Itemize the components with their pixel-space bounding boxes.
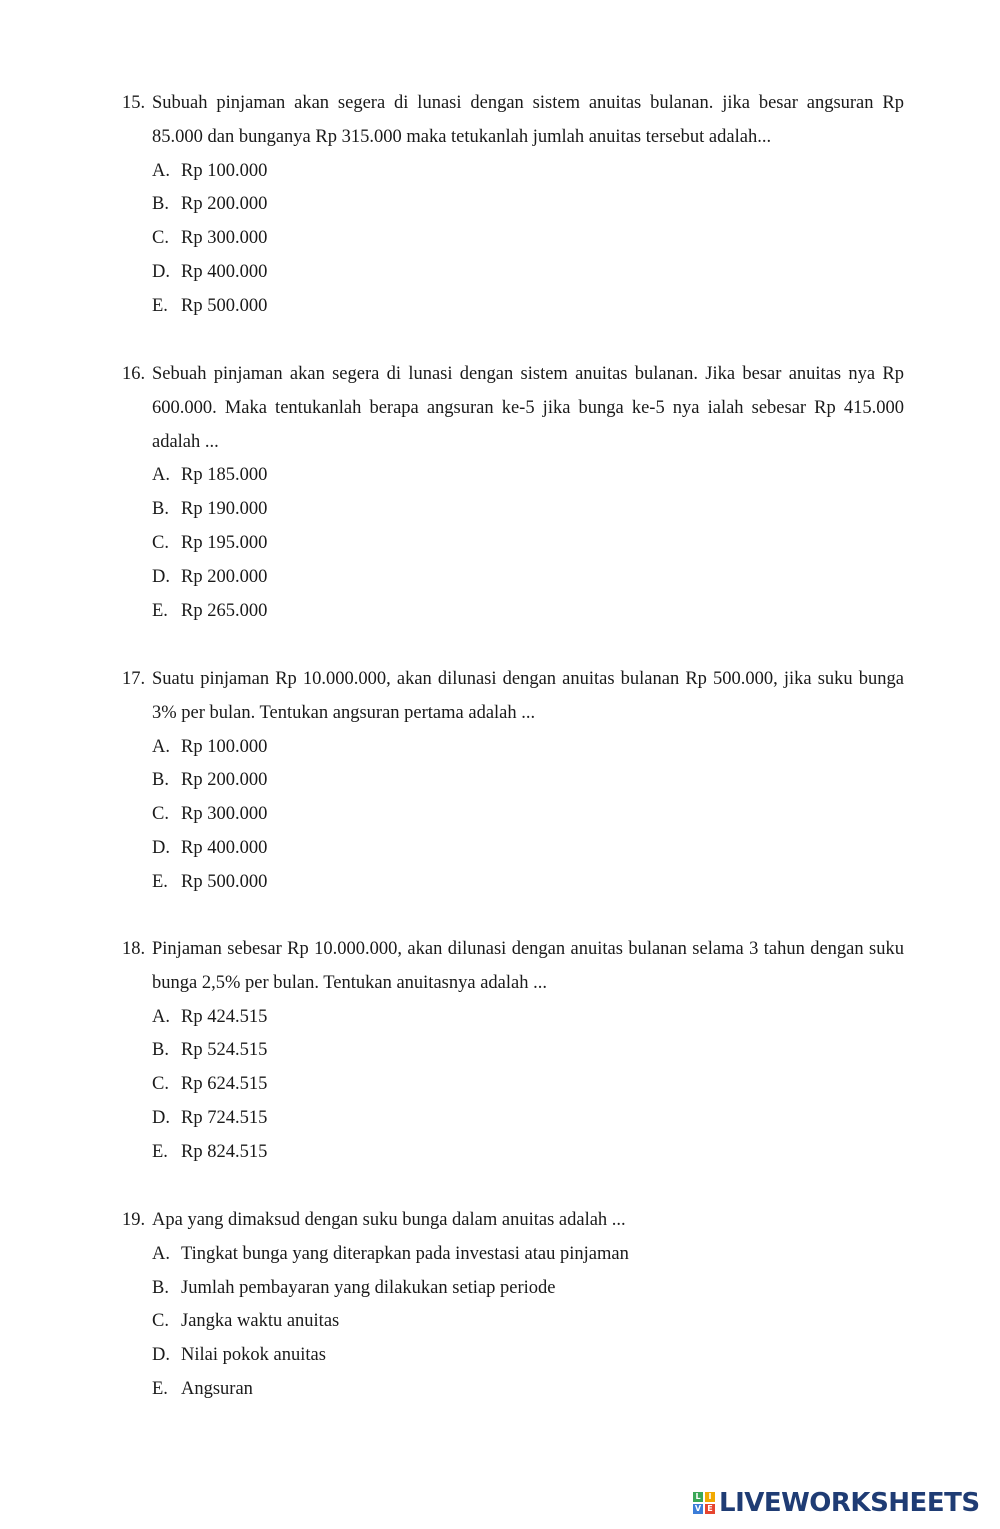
- question-text: Apa yang dimaksud dengan suku bunga dalam anuitas adalah ...: [152, 1210, 626, 1230]
- option-e[interactable]: E. Rp 500.000: [152, 871, 268, 892]
- option-e[interactable]: E. Rp 824.515: [152, 1141, 268, 1162]
- option-b[interactable]: B. Jumlah pembayaran yang dilakukan setiap periode: [152, 1277, 556, 1298]
- question-text: Suatu pinjaman Rp 10.000.000, akan dilunasi dengan anuitas bulanan Rp 500.000, jika suku bunga 3% per bulan. Tentukan angsuran pertama adalah ...: [152, 669, 904, 723]
- option-a[interactable]: A. Tingkat bunga yang diterapkan pada investasi atau pinjaman: [152, 1243, 629, 1264]
- logo-text: LIVEWORKSHEETS: [719, 1488, 980, 1518]
- option-d[interactable]: D. Rp 200.000: [152, 566, 268, 587]
- question-text: Sebuah pinjaman akan segera di lunasi dengan sistem anuitas bulanan. Jika besar anuitas nya Rp 600.000. Maka tentukanlah berapa angsuran ke-5 jika bunga ke-5 nya ialah sebesar Rp 415.000 adalah ...: [152, 364, 904, 452]
- question-number: 16.: [122, 364, 146, 384]
- logo-mark-l: L: [693, 1492, 703, 1502]
- question-number: 15.: [122, 93, 146, 113]
- question-number: 17.: [122, 669, 146, 689]
- logo-mark-i: I: [705, 1492, 715, 1502]
- question-15: [122, 87, 904, 324]
- option-c[interactable]: C. Jangka waktu anuitas: [152, 1311, 340, 1332]
- option-b[interactable]: B. Rp 200.000: [152, 770, 268, 791]
- question-17: [122, 663, 904, 900]
- options-list: [152, 155, 904, 324]
- options-list: [152, 731, 904, 900]
- option-d[interactable]: D. Rp 724.515: [152, 1107, 268, 1128]
- liveworksheets-logo-icon: [693, 1492, 715, 1514]
- options-list: [152, 1001, 904, 1170]
- options-list: [152, 459, 904, 628]
- option-c[interactable]: C. Rp 195.000: [152, 532, 268, 553]
- question-text: Subuah pinjaman akan segera di lunasi dengan sistem anuitas bulanan. jika besar angsuran Rp 85.000 dan bunganya Rp 315.000 maka tetukanlah jumlah anuitas tersebut adalah...: [152, 93, 904, 147]
- question-number: 19.: [122, 1210, 146, 1230]
- option-e[interactable]: E. Rp 265.000: [152, 600, 268, 621]
- logo-mark-e: E: [705, 1504, 715, 1514]
- question-18: [122, 933, 904, 1170]
- option-a[interactable]: A. Rp 100.000: [152, 736, 268, 757]
- option-e[interactable]: E. Angsuran: [152, 1378, 253, 1399]
- option-d[interactable]: D. Rp 400.000: [152, 261, 268, 282]
- option-d[interactable]: D. Nilai pokok anuitas: [152, 1345, 326, 1366]
- option-b[interactable]: B. Rp 190.000: [152, 499, 268, 520]
- options-list: [152, 1238, 904, 1407]
- question-text: Pinjaman sebesar Rp 10.000.000, akan dilunasi dengan anuitas bulanan selama 3 tahun dengan suku bunga 2,5% per bulan. Tentukan anuitasnya adalah ...: [152, 939, 904, 993]
- option-a[interactable]: A. Rp 424.515: [152, 1006, 268, 1027]
- question-16: [122, 358, 904, 628]
- question-number: 18.: [122, 939, 146, 959]
- question-19: [122, 1204, 904, 1407]
- liveworksheets-logo: [693, 1488, 980, 1518]
- option-a[interactable]: A. Rp 185.000: [152, 465, 268, 486]
- logo-mark-v: V: [694, 1504, 702, 1513]
- option-c[interactable]: C. Rp 300.000: [152, 228, 268, 249]
- option-c[interactable]: C. Rp 624.515: [152, 1074, 268, 1095]
- option-d[interactable]: D. Rp 400.000: [152, 837, 268, 858]
- option-c[interactable]: C. Rp 300.000: [152, 804, 268, 825]
- option-b[interactable]: B. Rp 524.515: [152, 1040, 268, 1061]
- option-b[interactable]: B. Rp 200.000: [152, 194, 268, 215]
- option-a[interactable]: A. Rp 100.000: [152, 160, 268, 181]
- option-e[interactable]: E. Rp 500.000: [152, 295, 268, 316]
